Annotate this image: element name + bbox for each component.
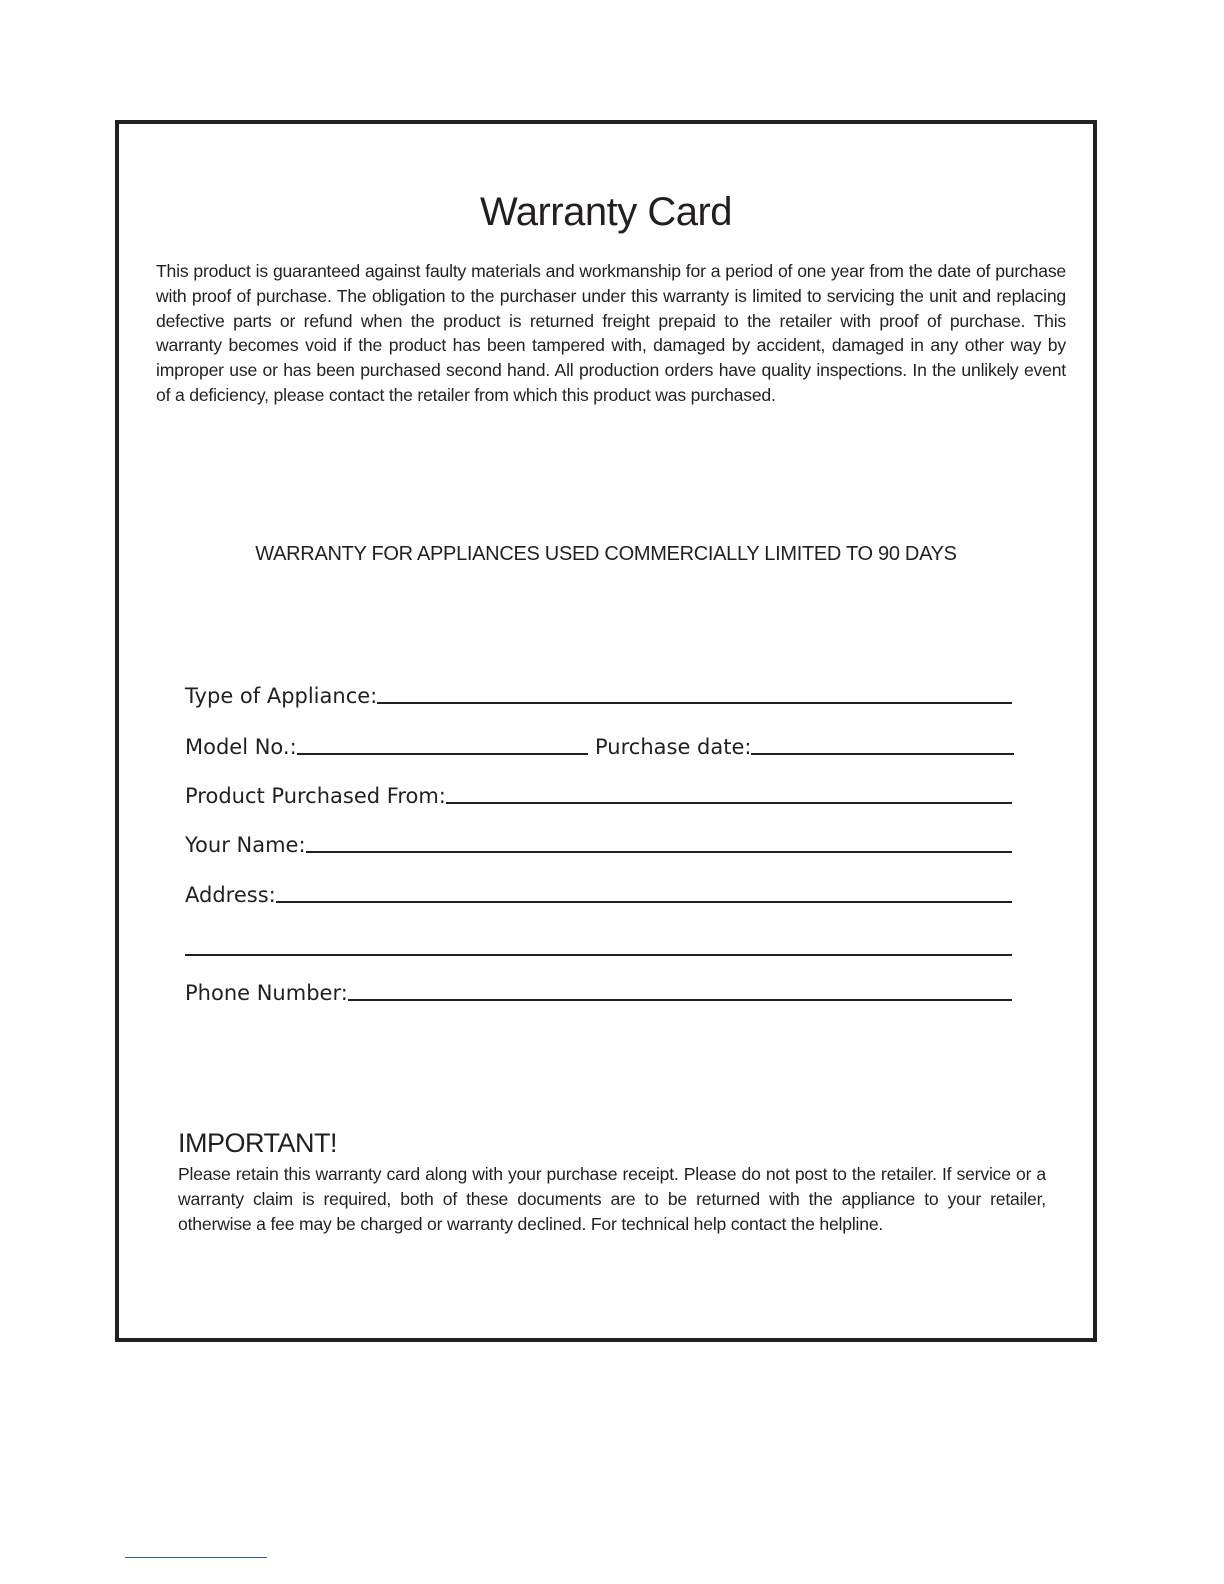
model-no-field[interactable] (185, 735, 588, 759)
address-line[interactable] (276, 901, 1012, 903)
type-of-appliance-field[interactable] (185, 684, 1012, 708)
address-label: Address: (185, 883, 276, 907)
your-name-field[interactable] (185, 833, 1012, 857)
address-field[interactable] (185, 883, 1012, 907)
model-no-line[interactable] (297, 753, 588, 755)
phone-number-field[interactable] (185, 981, 1012, 1005)
purchase-date-field[interactable] (595, 735, 1014, 759)
important-text: Please retain this warranty card along with your purchase receipt. Please do not post to the retailer. If service or a warranty claim is required, both of these documents are to be returned with the appliance to your retailer, otherwise a fee may be charged or warranty declined. For technical help contact the helpline. (178, 1164, 1046, 1234)
warranty-card (115, 120, 1097, 1342)
warranty-terms: This product is guaranteed against faulty materials and workmanship for a period of one year from the date of purchase with proof of purchase. The obligation to the purchaser under this warranty is limited to servicing the unit and replacing defective parts or refund when the product is returned freight prepaid to the retailer with proof of purchase. This warranty becomes void if the product has been tampered with, damaged by accident, damaged in any other way by improper use or has been purchased second hand. All production orders have quality inspections. In the unlikely event of a deficiency, please contact the retailer from which this product was purchased. (156, 261, 1066, 405)
your-name-label: Your Name: (185, 833, 306, 857)
card-title: Warranty Card (479, 190, 733, 234)
phone-number-line[interactable] (348, 999, 1012, 1001)
footer-rule (125, 1557, 267, 1558)
type-of-appliance-label: Type of Appliance: (185, 684, 378, 708)
purchased-from-line[interactable] (446, 802, 1012, 804)
purchased-from-field[interactable] (185, 784, 1012, 808)
purchase-date-line[interactable] (751, 753, 1014, 755)
your-name-line[interactable] (306, 851, 1012, 853)
address-line-2[interactable] (185, 954, 1012, 956)
model-no-label: Model No.: (185, 735, 297, 759)
purchase-date-label: Purchase date: (595, 735, 752, 759)
phone-number-label: Phone Number: (185, 981, 348, 1005)
purchased-from-label: Product Purchased From: (185, 784, 446, 808)
type-of-appliance-line[interactable] (377, 702, 1012, 704)
commercial-use-notice: WARRANTY FOR APPLIANCES USED COMMERCIALLY LIMITED TO 90 DAYS (255, 543, 957, 565)
important-heading: IMPORTANT! (178, 1128, 338, 1158)
